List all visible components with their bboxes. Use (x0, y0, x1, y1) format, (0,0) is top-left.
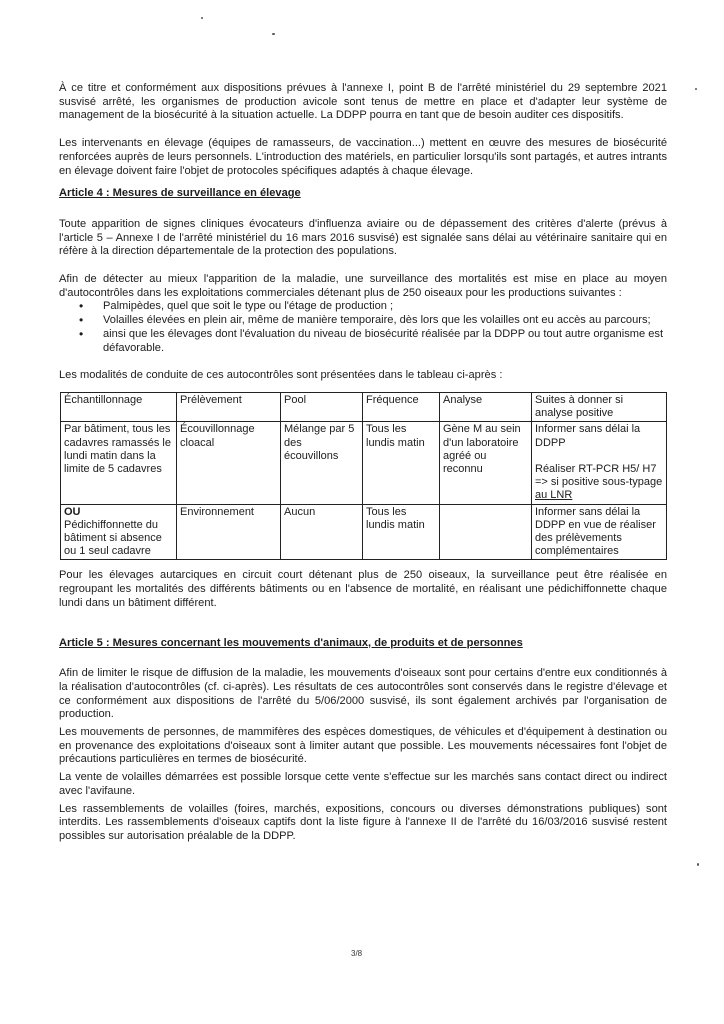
table-cell: Aucun (281, 504, 363, 560)
or-label: OU (64, 505, 81, 518)
list-item: • Palmipèdes, quel que soit le type ou l'étage de production ; (103, 300, 667, 314)
column-header: Prélèvement (177, 392, 281, 421)
table-cell: Informer sans délai la DDPP en vue de réaliser des prélèvements complémentaires (532, 504, 667, 560)
scan-speck (697, 863, 699, 866)
article-4-paragraph-2: Afin de détecter au mieux l'apparition de la maladie, une surveillance des mortalités est mise en place au moyen d'autocontrôles dans les exploitations commerciales détenant plus de 250 oiseaux pour les productions suivantes : (59, 273, 667, 299)
article-4-title: Article 4 : Mesures de surveillance en élevage (59, 187, 301, 200)
article-4-heading (59, 187, 667, 201)
article-5-heading (59, 637, 667, 651)
column-header: Échantillonnage (61, 392, 177, 421)
table-row (61, 422, 667, 504)
column-header: Fréquence (363, 392, 440, 421)
table-cell: Tous les lundis matin (363, 504, 440, 560)
cell-text: Informer sans délai la DDPP (535, 423, 641, 449)
article-5-paragraph-3: La vente de volailles démarrées est possible lorsque cette vente s'effectue sur les marchés sans contact direct ou indirect avec l'avifaune. (59, 771, 667, 797)
intro-paragraph-1: À ce titre et conformément aux dispositions prévues à l'annexe I, point B de l'arrêté ministériel du 29 septembre 2021 susvisé arrêté, les organismes de production avicole sont tenus de mettre en place et d'adapter leur système de management de la biosécurité à la situation actuelle. La DDPP pourra en tant que de besoin auditer ces dispositifs. (59, 82, 667, 122)
table-header-row (61, 392, 667, 421)
column-header: Pool (281, 392, 363, 421)
column-header: Suites à donner si analyse positive (532, 392, 667, 421)
document-page (59, 82, 667, 844)
table-cell: Écouvillonnage cloacal (177, 422, 281, 504)
table-cell: Tous les lundis matin (363, 422, 440, 504)
list-item: • ainsi que les élevages dont l'évaluation du niveau de biosécurité réalisée par la DDPP ou tout autre organisme est défavorable. (103, 328, 667, 355)
table-cell (61, 504, 177, 560)
intro-paragraph-2: Les intervenants en élevage (équipes de ramasseurs, de vaccination...) mettent en œuvre des mesures de biosécurité renforcées auprès de leurs personnels. L'introduction des matériels, en particulier lorsqu'ils sont partagés, et autres intrants en élevage doivent faire l'objet de protocoles spécifiques adaptés à chaque élevage. (59, 137, 667, 177)
article-4-paragraph-4: Pour les élevages autarciques en circuit court détenant plus de 250 oiseaux, la surveillance peut être réalisée en regroupant les mortalités des différents bâtiments ou en l'absence de mortalité, en réalisant une pédichiffonnette chaque lundi dans un bâtiment différent. (59, 569, 667, 609)
cell-text: Pédichiffonnette du bâtiment si absence ou 1 seul cadavre (64, 518, 162, 558)
table-row (61, 504, 667, 560)
article-5-paragraph-4: Les rassemblements de volailles (foires, marchés, expositions, concours ou diverses démonstrations publiques) sont interdits. Les rassemblements d'oiseaux captifs dont la liste figure à l'annexe II de l'arrêté du 16/03/2016 susvisé restent possibles sur autorisation préalable de la DDPP. (59, 802, 667, 842)
table-cell: Environnement (177, 504, 281, 560)
production-list (59, 300, 667, 355)
table-cell: Gène M au sein d'un laboratoire agréé ou reconnu (440, 422, 532, 504)
list-item: • Volailles élevées en plein air, même de manière temporaire, dès lors que les volailles ont eu accès au parcours; (103, 314, 667, 328)
cell-text: Réaliser RT-PCR H5/ H7 => si positive sous-typage (535, 462, 663, 489)
article-5-paragraph-1: Afin de limiter le risque de diffusion de la maladie, les mouvements d'oiseaux sont pour certains d'entre eux conditionnés à la réalisation d'autocontrôles (cf. ci-après). Les résultats de ces autocontrôles sont conservés dans le registre d'élevage et ce conformément aux dispositions de l'arrêté du 5/06/2000 susvisé, ils sont également archivés par l'organisation de production. (59, 667, 667, 721)
article-4-paragraph-3: Les modalités de conduite de ces autocontrôles sont présentées dans le tableau ci-après : (59, 369, 503, 382)
article-5-paragraph-2: Les mouvements de personnes, de mammifères des espèces domestiques, de véhicules et d'équipement à destination ou en provenance des exploitations d'oiseaux sont à limiter autant que possible. Les mouvements nécessaires font l'objet de précautions particulières en termes de biosécurité. (59, 726, 667, 766)
scan-speck (272, 33, 275, 35)
article-4-paragraph-1: Toute apparition de signes cliniques évocateurs d'influenza aviaire ou de dépassement des critères d'alerte (prévus à l'article 5 – Annexe I de l'arrêté ministériel du 16 mars 2016 susvisé) est signalée sans délai au vétérinaire sanitaire qui en réfère à la direction départementale de la protection des populations. (59, 217, 667, 258)
table-cell: Par bâtiment, tous les cadavres ramassés le lundi matin dans la limite de 5 cadavres (61, 422, 177, 504)
scan-speck (201, 17, 203, 19)
cell-text-underlined: au LNR (535, 489, 573, 502)
column-header: Analyse (440, 392, 532, 421)
autocontrol-table (60, 392, 667, 560)
table-cell: Mélange par 5 des écouvillons (281, 422, 363, 504)
page-number: 3/8 (351, 949, 363, 958)
article-5-title: Article 5 : Mesures concernant les mouvements d'animaux, de produits et de personnes (59, 636, 523, 649)
table-cell (440, 504, 532, 560)
scan-speck (695, 88, 697, 90)
table-cell (532, 422, 667, 504)
